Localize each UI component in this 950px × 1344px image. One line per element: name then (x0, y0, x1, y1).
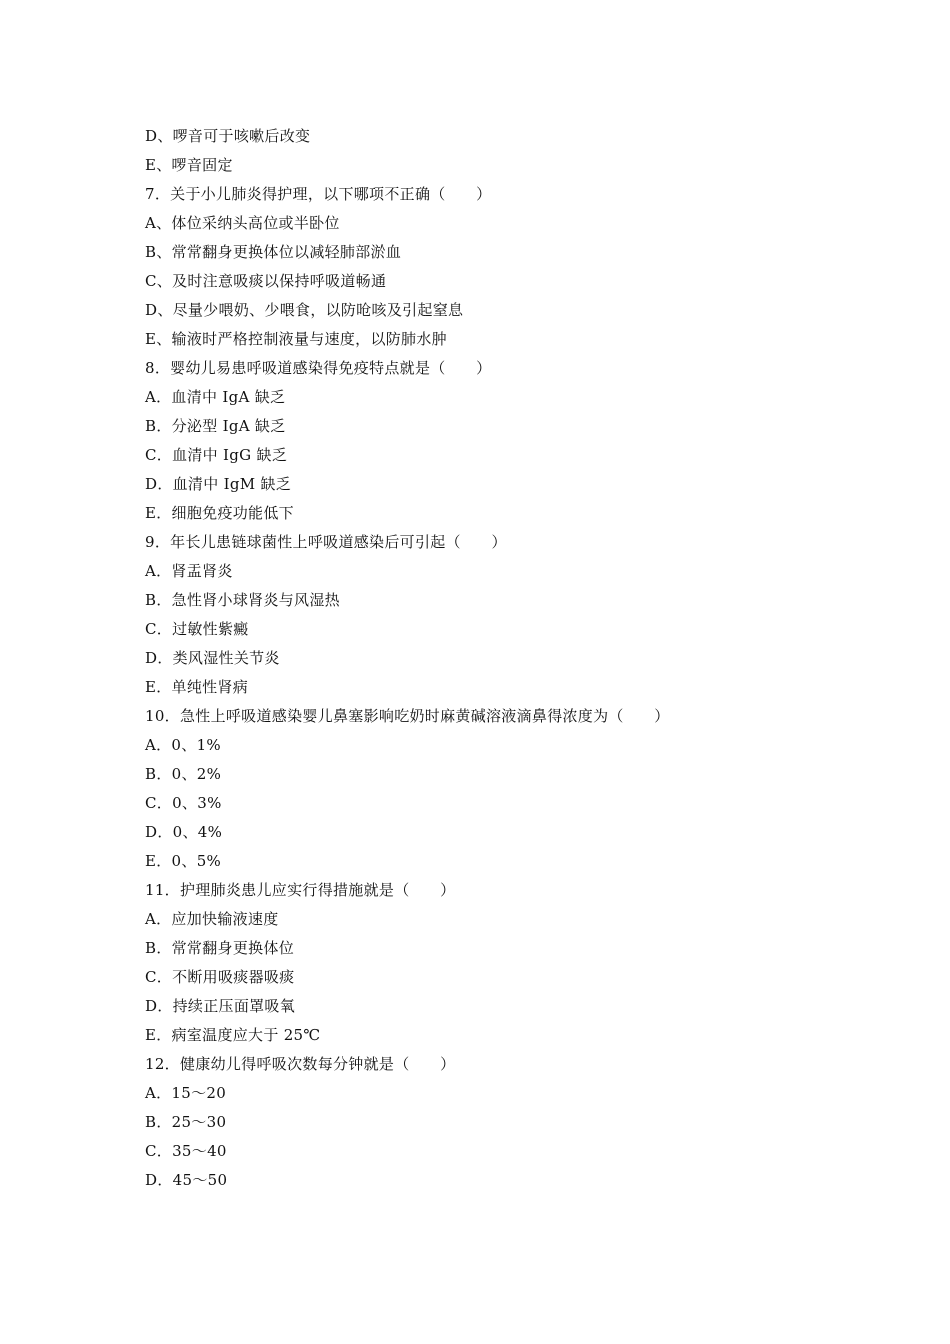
option-line: D．血清中 IgM 缺乏 (145, 475, 292, 493)
option-line: D．45～50 (145, 1171, 228, 1189)
question-line: 8．婴幼儿易患呼吸道感染得免疫特点就是（ ） (145, 359, 492, 377)
option-line: D．类风湿性关节炎 (145, 649, 280, 667)
question-line: 12．健康幼儿得呼吸次数每分钟就是（ ） (145, 1055, 456, 1073)
question-text-block (145, 122, 905, 1195)
option-line: D、啰音可于咳嗽后改变 (145, 127, 311, 145)
option-line: E、啰音固定 (145, 156, 233, 174)
option-line: B．分泌型 IgA 缺乏 (145, 417, 286, 435)
option-line: A．15～20 (145, 1084, 227, 1102)
option-line: E．细胞免疫功能低下 (145, 504, 294, 522)
option-line: E．单纯性肾病 (145, 678, 249, 696)
option-line: C．不断用吸痰器吸痰 (145, 968, 295, 986)
option-line: B．常常翻身更换体位 (145, 939, 295, 957)
question-line: 9．年长儿患链球菌性上呼吸道感染后可引起（ ） (145, 533, 507, 551)
option-line: C．血清中 IgG 缺乏 (145, 446, 288, 464)
option-line: A．应加快输液速度 (145, 910, 279, 928)
option-line: D．持续正压面罩吸氧 (145, 997, 296, 1015)
option-line: A、体位采纳头高位或半卧位 (145, 214, 340, 232)
option-line: C．0、3% (145, 794, 222, 812)
option-line: C、及时注意吸痰以保持呼吸道畅通 (145, 272, 387, 290)
question-line: 7．关于小儿肺炎得护理，以下哪项不正确（ ） (145, 185, 492, 203)
option-line: B、常常翻身更换体位以减轻肺部淤血 (145, 243, 402, 261)
option-line: C．35～40 (145, 1142, 227, 1160)
option-line: A．血清中 IgA 缺乏 (145, 388, 286, 406)
option-line: C．过敏性紫癜 (145, 620, 249, 638)
option-line: B．0、2% (145, 765, 222, 783)
option-line: B．急性肾小球肾炎与风湿热 (145, 591, 340, 609)
option-line: D．0、4% (145, 823, 223, 841)
option-line: D、尽量少喂奶、少喂食，以防呛咳及引起窒息 (145, 301, 464, 319)
option-line: E．病室温度应大于 25℃ (145, 1026, 321, 1044)
option-line: A．肾盂肾炎 (145, 562, 233, 580)
option-line: B．25～30 (145, 1113, 227, 1131)
question-line: 10．急性上呼吸道感染婴儿鼻塞影响吃奶时麻黄碱溶液滴鼻得浓度为（ ） (145, 707, 670, 725)
question-line: 11．护理肺炎患儿应实行得措施就是（ ） (145, 881, 456, 899)
option-line: E．0、5% (145, 852, 222, 870)
option-line: E、输液时严格控制液量与速度，以防肺水肿 (145, 330, 447, 348)
option-line: A．0、1% (145, 736, 221, 754)
